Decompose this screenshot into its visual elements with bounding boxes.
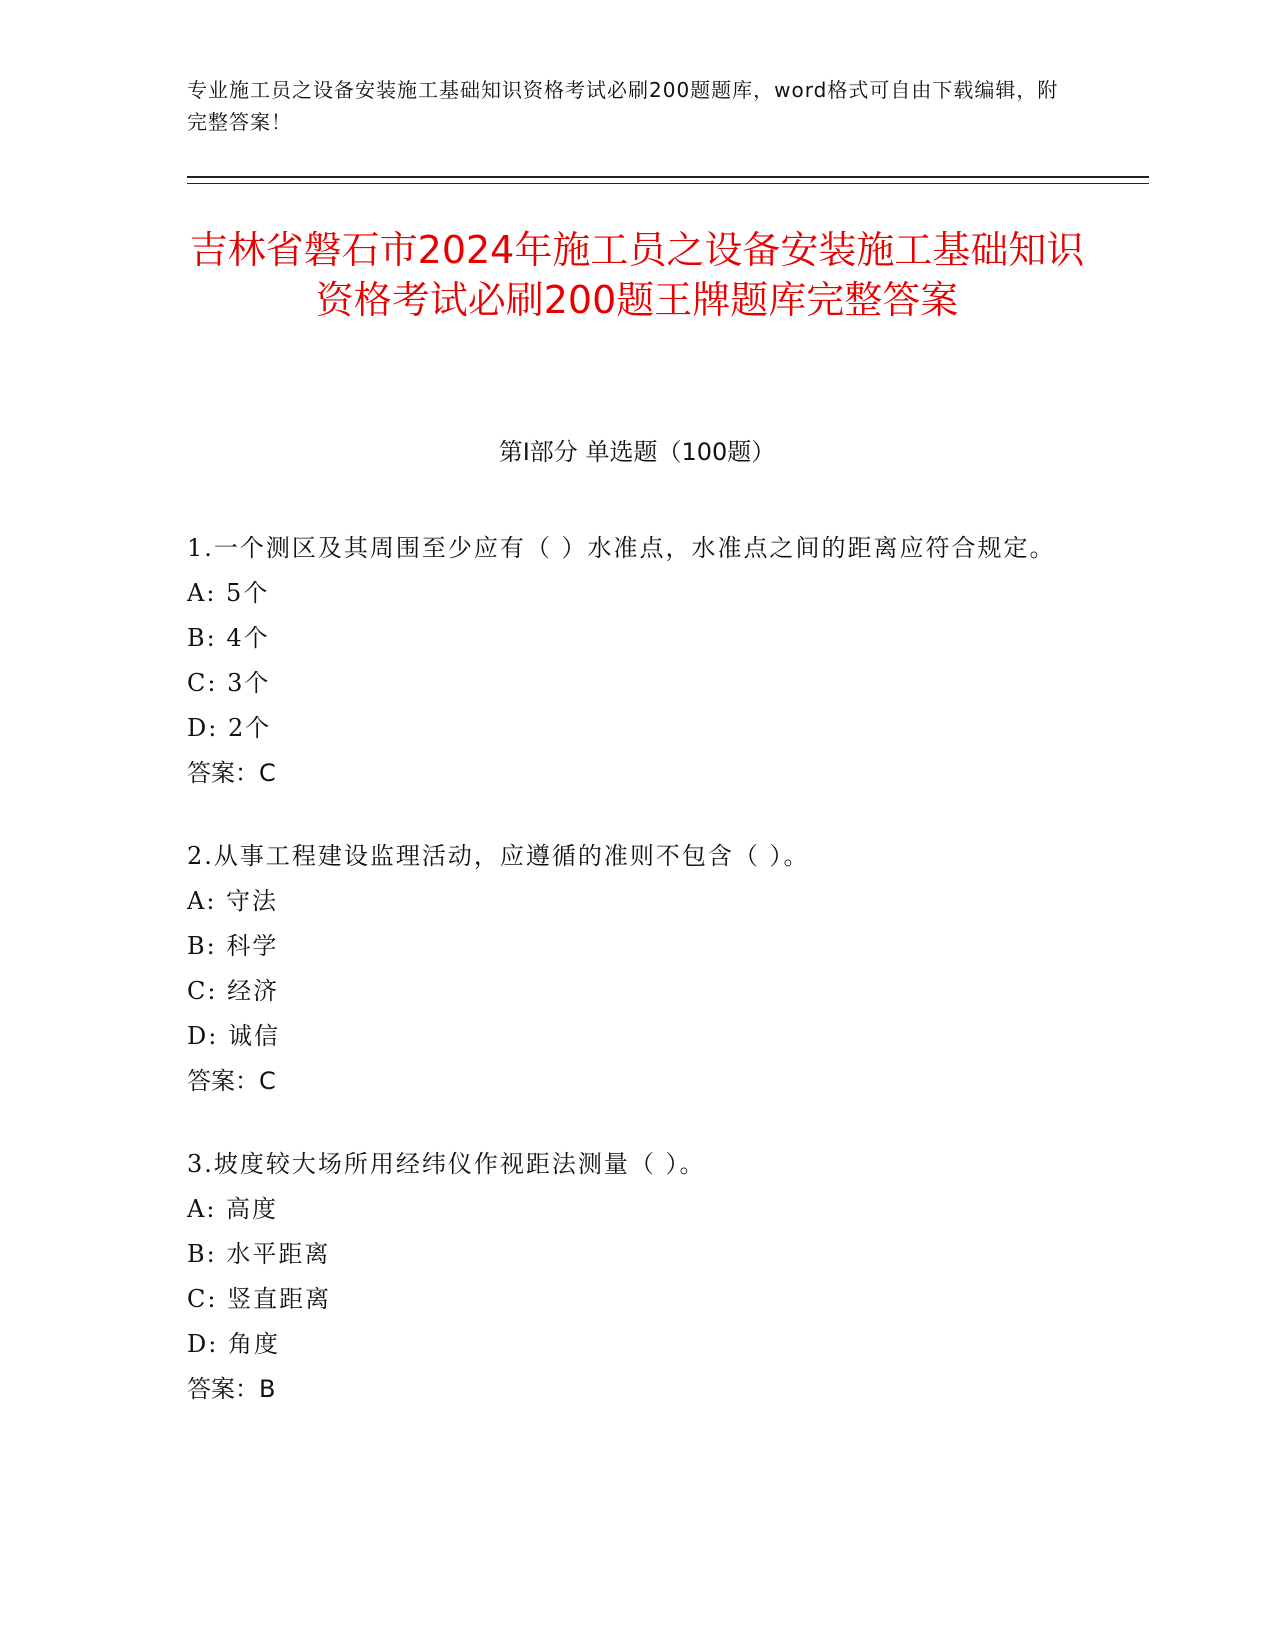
option-b: B: 4个 [187, 624, 270, 652]
option-a: A: 5个 [187, 579, 270, 607]
option-a: A: 守法 [187, 887, 279, 915]
question-item [187, 526, 1067, 796]
answer-line: 答案：B [187, 1375, 276, 1403]
option-c: C: 3个 [187, 669, 271, 697]
question-item [187, 1142, 1067, 1412]
option-d: D: 角度 [187, 1330, 280, 1358]
question-text: 1.一个测区及其周围至少应有（ ）水准点，水准点之间的距离应符合规定。 [187, 534, 1056, 562]
question-text: 3.坡度较大场所用经纬仪作视距法测量（ ）。 [187, 1150, 706, 1178]
option-a: A: 高度 [187, 1195, 279, 1223]
option-c: C: 经济 [187, 977, 280, 1005]
header-rule-thick [187, 176, 1149, 178]
option-b: B: 科学 [187, 932, 279, 960]
question-text: 2.从事工程建设监理活动，应遵循的准则不包含（ ）。 [187, 842, 810, 870]
option-d: D: 诚信 [187, 1022, 280, 1050]
question-list [187, 526, 1067, 1450]
header-note: 专业施工员之设备安装施工基础知识资格考试必刷200题题库，word格式可自由下载编辑，附完整答案！ [187, 78, 1059, 134]
document-title: 吉林省磐石市2024年施工员之设备安装施工基础知识资格考试必刷200题王牌题库完整答案 [189, 228, 1085, 322]
option-b: B: 水平距离 [187, 1240, 331, 1268]
question-item [187, 834, 1067, 1104]
answer-line: 答案：C [187, 1067, 276, 1095]
header-rule-thin [187, 183, 1149, 184]
option-d: D: 2个 [187, 714, 272, 742]
answer-line: 答案：C [187, 759, 276, 787]
option-c: C: 竖直距离 [187, 1285, 332, 1313]
section-heading: 第Ⅰ部分 单选题（100题） [498, 438, 776, 466]
